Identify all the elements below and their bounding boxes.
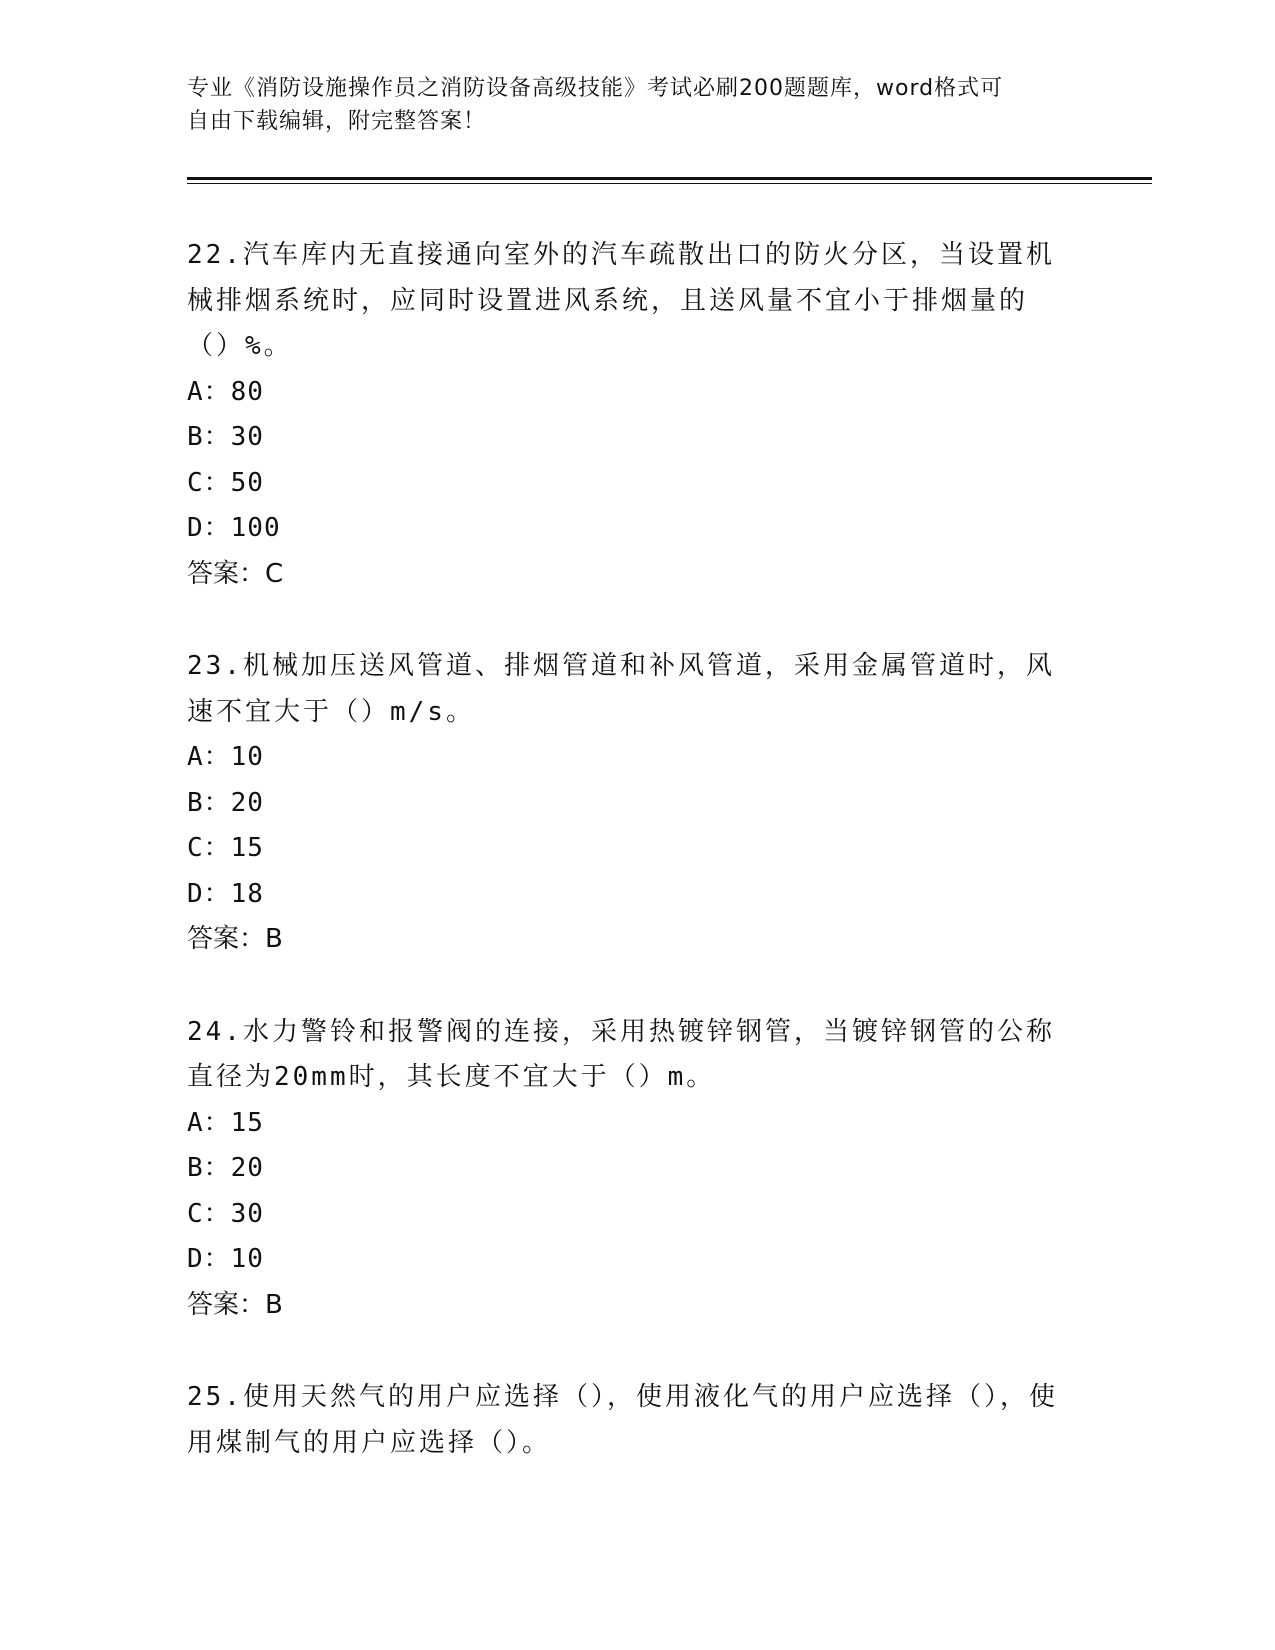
question-23 xyxy=(187,644,1067,963)
option-d: D：10 xyxy=(187,1244,264,1274)
option-b: B：20 xyxy=(187,1153,264,1183)
option-c: C：30 xyxy=(187,1198,264,1229)
question-text: 24.水力警铃和报警阀的连接，采用热镀锌钢管，当镀锌钢管的公称直径为20mm时，其长度不宜大于（）m。 xyxy=(187,1016,1055,1092)
option-d: D：100 xyxy=(187,513,281,543)
question-text: 22.汽车库内无直接通向室外的汽车疏散出口的防火分区，当设置机械排烟系统时，应同时设置进风系统，且送风量不宜小于排烟量的（）%。 xyxy=(187,240,1055,361)
option-a: A：10 xyxy=(187,742,264,772)
header-divider-thick xyxy=(187,177,1152,180)
option-a: A：15 xyxy=(187,1107,264,1138)
option-d: D：18 xyxy=(187,878,264,909)
option-a: A：80 xyxy=(187,376,264,407)
answer: 答案：C xyxy=(187,558,284,589)
answer: 答案：B xyxy=(187,1289,283,1320)
question-text: 25.使用天然气的用户应选择（），使用液化气的用户应选择（），使用煤制气的用户应选择（）。 xyxy=(187,1382,1058,1458)
option-c: C：50 xyxy=(187,467,264,498)
question-list xyxy=(187,233,1067,1513)
question-22 xyxy=(187,233,1067,597)
answer: 答案：B xyxy=(187,924,283,954)
header-divider-thin xyxy=(187,183,1152,184)
option-b: B：30 xyxy=(187,422,264,452)
header-line-1: 专业《消防设施操作员之消防设备高级技能》考试必刷200题题库，word格式可 xyxy=(187,76,1004,101)
option-b: B：20 xyxy=(187,787,264,818)
option-c: C：15 xyxy=(187,833,264,863)
question-text: 23.机械加压送风管道、排烟管道和补风管道，采用金属管道时，风速不宜大于（）m/s。 xyxy=(187,651,1055,727)
document-header xyxy=(187,72,1067,138)
question-24 xyxy=(187,1010,1067,1329)
header-line-2: 自由下载编辑，附完整答案！ xyxy=(187,109,487,134)
question-25 xyxy=(187,1375,1067,1466)
